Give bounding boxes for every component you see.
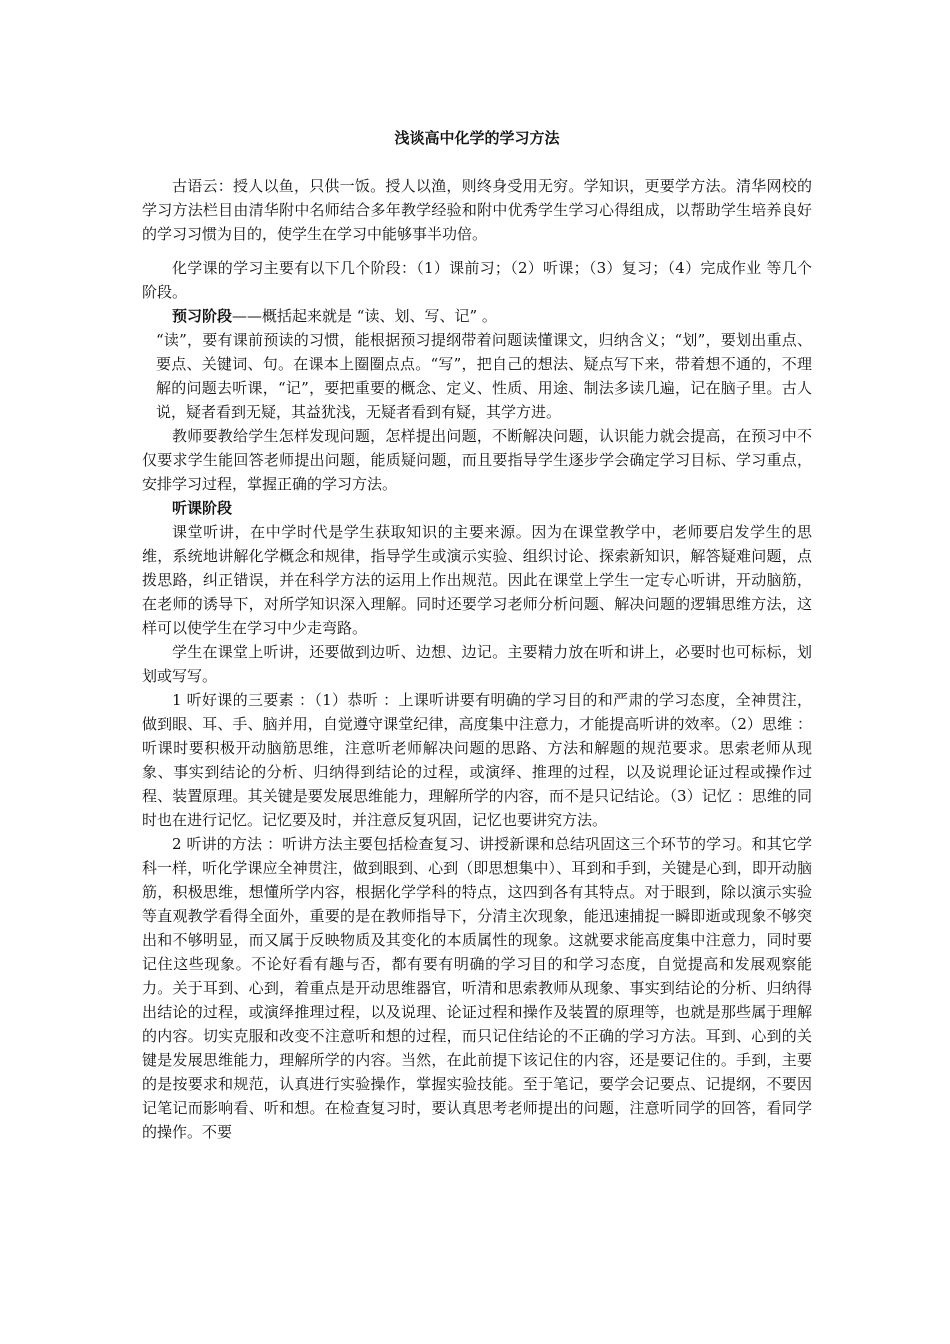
preview-detail-paragraph: “读”，要有课前预读的习惯，能根据预习提纲带着问题读懂课文，归纳含义；“划”，要划出重点、要点、关键词、句。在课本上圈圈点点。“写”，把自己的想法、疑点写下来，带着想不通的，不理解的问题去听课，“记”，要把重要的概念、定义、性质、用途、制法多读几遍，记在脑子里。古人说，疑者看到无疑，其益犹浅，无疑者看到有疑，其学方进。 [156, 331, 812, 421]
stages-paragraph: 化学课的学习主要有以下几个阶段：（1）课前习；（2）听课；（3）复习；（4）完成作业 等几个阶段。 [142, 259, 812, 301]
listen-paragraph-2: 学生在课堂上听讲，还要做到边听、边想、边记。主要精力放在听和讲上，必要时也可标标，划划或写写。 [142, 643, 812, 685]
listen-heading: 听课阶段 [172, 499, 233, 517]
listen-paragraph-3: 1 听好课的三要素 ：（1）恭听 ：上课听讲要有明确的学习目的和严肃的学习态度，全神贯注，做到眼、耳、手、脑并用，自觉遵守课堂纪律，高度集中注意力，才能提高听讲的效率。（2）思维 ：听课时要积极开动脑筋思维，注意听老师解决问题的思路、方法和解题的规范要求。思索老师从现象、事实到结论的分析、归纳得到结论的过程，或演绎、推理的过程，以及说理论证过程或操作过程、装置原理。其关键是要发展思维能力，理解所学的内容，而不是只记结论。（3）记忆 ：思维的同时也在进行记忆。记忆要及时，并注意反复巩固，记忆也要讲究方法。 [142, 691, 812, 829]
preview-heading: 预习阶段 [172, 307, 233, 325]
intro-paragraph: 古语云：授人以鱼，只供一饭。授人以渔，则终身受用无穷。学知识，更要学方法。清华网校的学习方法栏目由清华附中名师结合多年教学经验和附中优秀学生学习心得组成，以帮助学生培养良好的学习习惯为目的，使学生在学习中能够事半功倍。 [142, 177, 812, 243]
preview-heading-line [142, 304, 812, 328]
teacher-paragraph: 教师要教给学生怎样发现问题，怎样提出问题，不断解决问题，认识能力就会提高，在预习中不仅要求学生能回答老师提出问题，能质疑问题，而且要指导学生逐步学会确定学习目标、学习重点，安排学习过程，掌握正确的学习方法。 [142, 427, 812, 493]
listen-paragraph-4: 2 听讲的方法 ：听讲方法主要包括检查复习、讲授新课和总结巩固这三个环节的学习。和其它学科一样，听化学课应全神贯注，做到眼到、心到（即思想集中）、耳到和手到，关键是心到，即开动脑筋，积极思维，想懂所学内容，根据化学学科的特点，这四到各有其特点。对于眼到，除以演示实验等直观教学看得全面外，重要的是在教师指导下，分清主次现象，能迅速捕捉一瞬即逝或现象不够突出和不够明显，而又属于反映物质及其变化的本质属性的现象。这就要求能高度集中注意力，同时要记住这些现象。不论好看有趣与否，都有要有明确的学习目的和学习态度，自觉提高和发展观察能力。关于耳到、心到，着重点是开动思维器官，听清和思索教师从现象、事实到结论的分析、归纳得出结论的过程，或演绎推理过程，以及说理、论证过程和操作及装置的原理等，也就是那些属于理解的内容。切实克服和改变不注意听和想的过程，而只记住结论的不正确的学习方法。耳到、心到的关键是发展思维能力，理解所学的内容。当然，在此前提下该记住的内容，还是要记住的。手到，主要的是按要求和规范，认真进行实验操作，掌握实验技能。至于笔记，要学会记要点、记提纲，不要因记笔记而影响看、听和想。在检查复习时，要认真思考老师提出的问题，注意听同学的回答，看同学的操作。不要 [142, 835, 812, 1141]
document-title: 浅谈高中化学的学习方法 [394, 129, 560, 147]
listen-paragraph-1: 课堂听讲，在中学时代是学生获取知识的主要来源。因为在课堂教学中，老师要启发学生的思维，系统地讲解化学概念和规律，指导学生或演示实验、组织讨论、探索新知识，解答疑难问题，点拨思路，纠正错误，并在科学方法的运用上作出规范。因此在课堂上学生一定专心听讲，开动脑筋，在老师的诱导下，对所学知识深入理解。同时还要学习老师分析问题、解决问题的逻辑思维方法，这样可以使学生在学习中少走弯路。 [142, 523, 812, 637]
document-body [142, 126, 812, 1144]
listen-heading-line [142, 496, 812, 520]
preview-heading-rest: ——概括起来就是 “读、划、写、记” 。 [232, 307, 497, 325]
